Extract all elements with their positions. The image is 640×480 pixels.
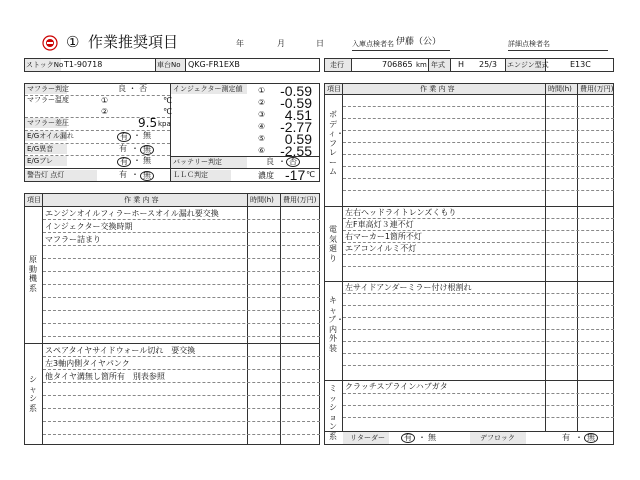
retarder-label: リターダー [350, 434, 385, 442]
oil-leak-yes-circled: 有 [117, 132, 131, 142]
left-header-work: 作 業 内 容 [124, 196, 159, 204]
oil-leak-label: E/Gオイル漏れ [27, 132, 74, 140]
diff-lock-no-circled: 無 [584, 433, 598, 443]
noise-yes: 有 [119, 144, 127, 153]
electrical-row-1: 左右ヘッドライトレンズくもり [345, 208, 457, 217]
oil-leak-no: 無 [143, 131, 151, 140]
injector-value-5: 0.59 [284, 131, 312, 147]
title-number: ① [66, 34, 80, 51]
cab-section-label: キャブ・内外装 [328, 296, 344, 353]
noise-dot: ・ [131, 144, 139, 153]
chassis-row-1: スペアタイヤサイドウォール切れ 要交換 [45, 346, 196, 355]
battery-good: 良 [266, 157, 274, 166]
chassis-section-label: シャシ系 [29, 375, 37, 413]
stock-value: T1-90718 [64, 60, 103, 69]
noise-no-circled: 無 [140, 145, 154, 155]
car-label: 車台No [157, 61, 181, 69]
electrical-section-label: 電気廻り [329, 225, 337, 263]
retarder-dot: ・ [418, 433, 426, 442]
llc-label: ＬＬＣ判定 [173, 171, 208, 179]
inspector-label: 入庫点検者名 [352, 40, 394, 48]
era-value: H [458, 60, 465, 69]
battery-label: バッテリー判定 [173, 158, 222, 166]
chassis-row-2: 左3軸内側タイヤパンク [45, 359, 130, 368]
injector-num-2: ② [258, 98, 266, 107]
warning-dot: ・ [131, 170, 139, 179]
chassis-row-3: 他タイヤ溝無し箇所有 別表参照 [45, 372, 165, 381]
cab-row-1: 左サイドアンダーミラー付け根割れ [345, 283, 472, 292]
car-value: QKG-FR1EXB [188, 60, 240, 69]
battery-dot: ・ [278, 157, 286, 166]
engine-row-1: エンジンオイルフィラーホースオイル漏れ要交換 [45, 209, 219, 218]
right-header-work: 作 業 内 容 [420, 85, 455, 93]
left-header-item: 項目 [27, 196, 41, 204]
year-model-label: 年式 [431, 61, 445, 69]
retarder-no: 無 [428, 433, 436, 442]
diff-lock-label: デフロック [480, 434, 515, 442]
page-title: 作業推奨項目 [88, 34, 179, 51]
injector-num-4: ④ [258, 122, 266, 131]
temp-2-num: ② [101, 107, 109, 116]
engine-label: エンジン型式 [507, 61, 549, 69]
injector-value-1: -0.59 [280, 83, 312, 99]
injector-num-6: ⑥ [258, 146, 266, 155]
oil-leak-dot: ・ [133, 131, 141, 140]
right-header-cost: 費用(万円) [580, 85, 614, 93]
mileage-value: 706865 [382, 60, 413, 69]
injector-value-4: -2.77 [280, 119, 312, 135]
mission-section-label: ミッション系 [329, 384, 337, 441]
muffler-diff-value: 9.5 [138, 116, 158, 130]
retarder-yes-circled: 有 [401, 433, 415, 443]
injector-num-5: ⑤ [258, 134, 266, 143]
vibration-dot: ・ [133, 156, 141, 165]
injector-num-3: ③ [258, 110, 266, 119]
mission-row-1: クラッチスプラインハブガタ [345, 382, 448, 391]
noise-label: E/G異音 [27, 145, 54, 153]
left-header-cost: 費用(万円) [283, 196, 317, 204]
right-header-time: 時間(h) [548, 85, 572, 93]
engine-row-2: インジェクター交換時期 [45, 222, 133, 231]
llc-conc-label: 濃度 [258, 171, 274, 180]
injector-label: インジェクター測定値 [173, 85, 243, 93]
muffler-diff-unit: kpa [158, 120, 171, 128]
engine-section-label: 原動機系 [29, 255, 37, 293]
year-model-value: 25/3 [479, 60, 497, 69]
electrical-row-4: エアコンイルミ不灯 [345, 244, 417, 253]
warning-no-circled: 無 [140, 171, 154, 181]
inspector-name: 伊藤（公） [396, 37, 442, 47]
injector-value-6: -2.55 [280, 143, 312, 159]
vibration-label: E/Gブレ [27, 157, 53, 165]
diff-lock-dot: ・ [575, 433, 583, 442]
warning-yes: 有 [119, 170, 127, 179]
left-header-time: 時間(h) [250, 196, 274, 204]
stock-label: ストックNo [26, 61, 64, 69]
diff-lock-yes: 有 [562, 433, 570, 442]
muffler-temp-label: マフラー温度 [27, 96, 69, 104]
year-label: 年 [236, 39, 244, 48]
vibration-no: 無 [143, 156, 151, 165]
right-header-item: 項目 [327, 85, 341, 93]
muffler-judge-value: 良 ・ 否 [118, 84, 148, 93]
warning-lamp-label: 警告灯 点灯 [27, 171, 65, 179]
day-label: 日 [316, 39, 324, 48]
engine-row-3: マフラー詰まり [45, 235, 101, 244]
injector-value-3: 4.51 [284, 107, 312, 123]
llc-value: -17 [285, 167, 306, 183]
battery-bad-circled: 否 [286, 157, 300, 167]
muffler-judge-label: マフラー判定 [27, 85, 69, 93]
llc-unit: ℃ [306, 170, 315, 179]
muffler-diff-label: マフラー差圧 [27, 119, 69, 127]
mileage-unit: km [416, 61, 427, 69]
body-section-label: ボディ・フレーム [328, 110, 344, 176]
electrical-row-3: 右マーカー1箇所不灯 [345, 232, 422, 241]
temp-1-unit: ℃ [163, 96, 172, 105]
engine-value: E13C [570, 60, 591, 69]
mileage-label: 走行 [330, 61, 344, 69]
stamp-icon [42, 35, 58, 51]
month-label: 月 [277, 39, 285, 48]
temp-2-unit: ℃ [163, 107, 172, 116]
vibration-yes-circled: 有 [117, 157, 131, 167]
injector-num-1: ① [258, 86, 266, 95]
temp-1-num: ① [101, 96, 109, 105]
injector-value-2: -0.59 [280, 95, 312, 111]
detail-inspector-label: 詳細点検者名 [508, 40, 550, 48]
electrical-row-2: 左F車高灯３連不灯 [345, 220, 414, 229]
